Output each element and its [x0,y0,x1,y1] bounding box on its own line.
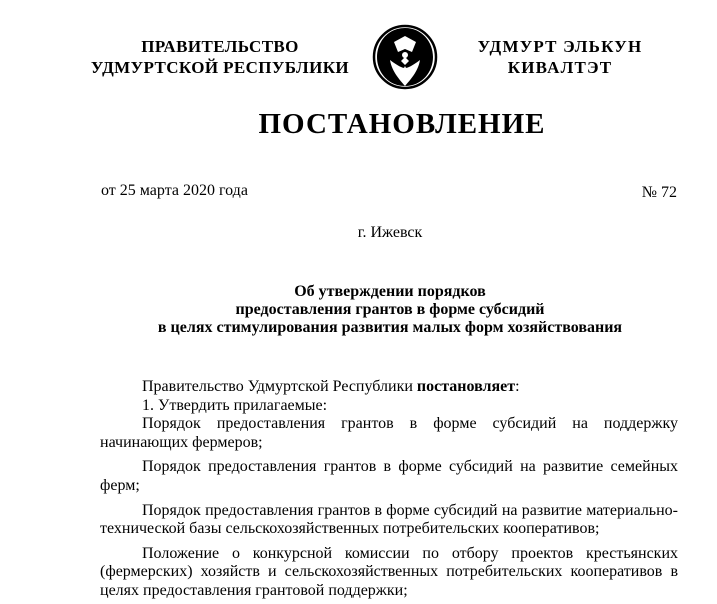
paragraph-4: Положение о конкурсной комиссии по отбору проектов крестьянских (фермерских) хозяйств и сельскохозяйственных потребительских кооперативов в целях предоставления грантовой поддержки; [100,544,678,599]
header-right-line1: УДМУРТ ЭЛЬКУН [477,37,643,56]
udmurt-coat-of-arms-icon [372,22,438,92]
title-line1: Об утверждении порядков [294,283,486,300]
document-place: г. Ижевск [357,224,423,241]
intro-bold: постановляет [416,378,516,395]
header-left-line1: ПРАВИТЕЛЬСТВО [141,37,299,56]
intro-end: : [515,378,520,395]
header-right [440,36,680,78]
paragraph-2: Порядок предоставления грантов в форме субсидий на развитие семейных ферм; [100,458,678,494]
paragraph-3: Порядок предоставления грантов в форме субсидий на развитие материально-технической базы сельскохозяйственных потребительских кооперативов; [100,501,678,538]
paragraph-1: Порядок предоставления грантов в форме субсидий на поддержку начинающих фермеров; [100,415,678,451]
document-body [100,378,678,601]
document-number: № 72 [641,184,677,201]
intro-paragraph [100,378,678,397]
intro-text: Правительство Удмуртской Республики [142,378,417,395]
title-line3: в целях стимулирования развития малых форм хозяйствования [157,319,623,336]
header-left-line2: УДМУРТСКОЙ РЕСПУБЛИКИ [90,58,350,77]
header-right-line2: КИВАЛТЭТ [507,58,613,77]
item-1: 1. Утвердить прилагаемые: [142,396,328,414]
document-title [0,283,717,337]
header-left [70,36,370,78]
document-type: ПОСТАНОВЛЕНИЕ [258,108,546,140]
title-line2: предоставления грантов в форме субсидий [235,301,545,318]
document-date: от 25 марта 2020 года [101,182,248,199]
